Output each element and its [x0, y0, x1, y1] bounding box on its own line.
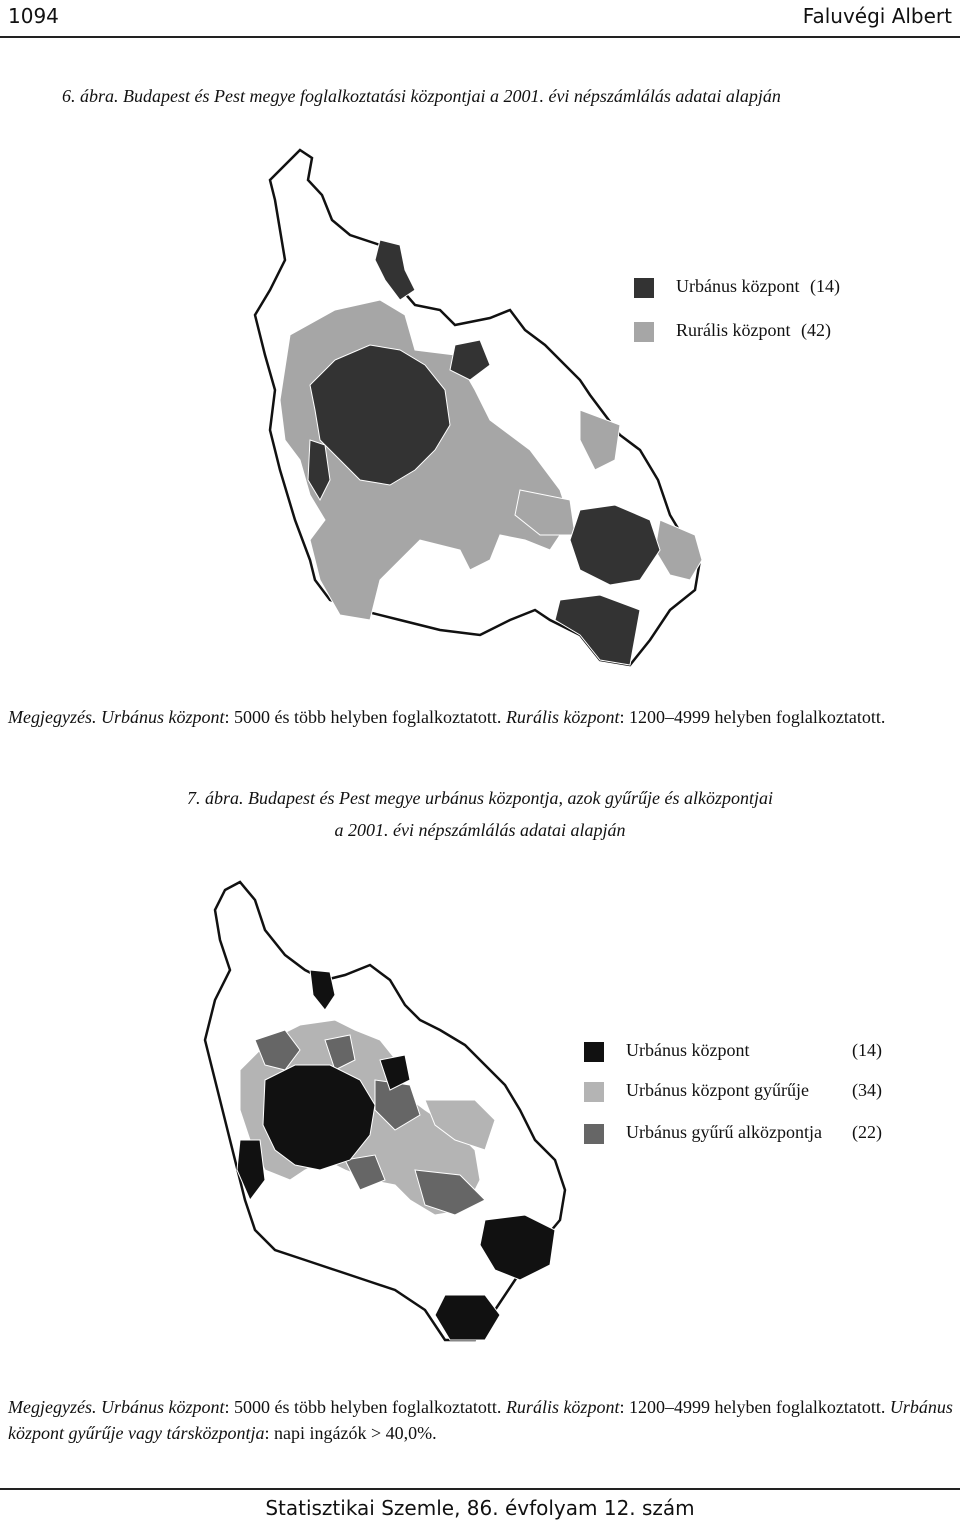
legend-label [676, 320, 831, 341]
legend-swatch-urban [634, 278, 654, 298]
figure7-caption-line2: a 2001. évi népszámlálás adatai alapján [334, 820, 626, 840]
legend-label-text: Urbánus központ [676, 276, 800, 296]
note-text: : 1200–4999 helyben foglalkoztatott. [619, 707, 886, 727]
page-header [0, 0, 960, 38]
note-text: : 5000 és több helyben foglalkoztatott. [224, 707, 502, 727]
note-prefix: Megjegyzés. [8, 707, 97, 727]
legend-label: Urbánus központ [626, 1040, 750, 1060]
legend-count: (22) [852, 1122, 882, 1142]
figure6-note [8, 704, 953, 730]
note-text: : napi ingázók > 40,0%. [264, 1423, 437, 1443]
note-prefix: Megjegyzés. [8, 1397, 97, 1417]
legend-swatch-ring [584, 1082, 604, 1102]
author-name: Faluvégi Albert [802, 4, 952, 28]
legend-swatch-subcenter [584, 1124, 604, 1144]
note-text: : 5000 és több helyben foglalkoztatott. [224, 1397, 502, 1417]
legend-count: (14) [809, 276, 840, 296]
legend-label [676, 276, 840, 297]
note-term: Urbánus központ [100, 707, 225, 727]
figure6-caption: 6. ábra. Budapest és Pest megye foglalkoztatási központjai a 2001. évi népszámlálás adatai alapján [62, 86, 781, 106]
legend-label: Urbánus központ gyűrűje [626, 1080, 809, 1100]
figure7-note [8, 1394, 953, 1446]
legend-swatch-rural [634, 322, 654, 342]
legend-count: (14) [852, 1040, 882, 1060]
legend-swatch-urban [584, 1042, 604, 1062]
note-term: Rurális központ [505, 707, 620, 727]
legend-label: Urbánus gyűrű alközpontja [626, 1122, 822, 1142]
page-footer [0, 1488, 960, 1525]
note-term: Urbánus központ [100, 1397, 225, 1417]
journal-name: Statisztikai Szemle, 86. évfolyam 12. szám [265, 1496, 695, 1520]
figure6-map [240, 140, 710, 670]
note-text: : 1200–4999 helyben foglalkoztatott. [619, 1397, 886, 1417]
page-number: 1094 [8, 4, 59, 28]
legend-count: (42) [801, 320, 831, 340]
legend-count: (34) [852, 1080, 882, 1100]
legend-label-text: Rurális központ [676, 320, 791, 340]
figure7-caption-line1: 7. ábra. Budapest és Pest megye urbánus központja, azok gyűrűje és alközpontjai [187, 788, 773, 808]
figure7-legend [584, 1040, 904, 1150]
note-term: Urbánus központ gyűrűje vagy társközpontja [8, 1397, 953, 1443]
note-term: Rurális központ [505, 1397, 620, 1417]
figure7-map [195, 870, 575, 1390]
figure6-legend [634, 276, 894, 346]
